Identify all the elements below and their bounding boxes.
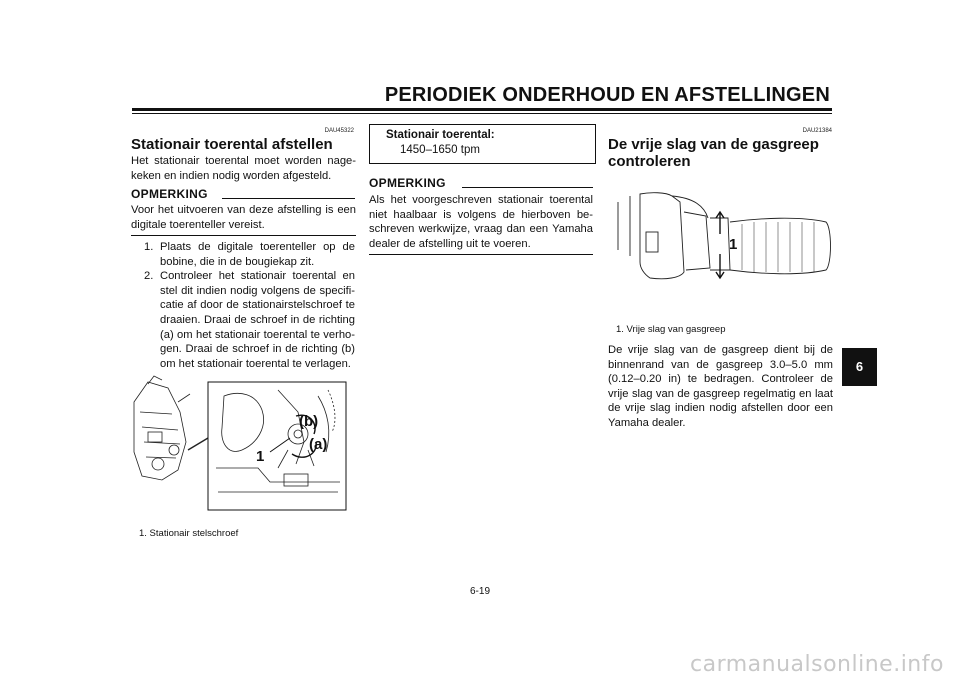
figure-caption: 1. Stationair stelschroef [139, 528, 239, 539]
figure-caption: 1. Vrije slag van gasgreep [616, 324, 726, 335]
note-label: OPMERKING [131, 187, 208, 201]
spec-label: Stationair toerental: [386, 129, 495, 141]
step-item [144, 269, 355, 371]
note-text: Als het voorgeschreven stationair toerental niet haalbaar is volgens de hierboven be-schreven werkwijze, vraag dan een Yamaha dealer de afstelling uit te voeren. [369, 194, 593, 250]
throttle-grip-illustration [610, 182, 836, 300]
chapter-tab[interactable]: 6 [842, 348, 877, 386]
section-code: DAU21384 [802, 128, 832, 134]
step-number: 2. [144, 270, 154, 283]
steps-list [144, 240, 355, 371]
header-rule-thin [132, 113, 832, 114]
section-heading: Stationair toerental afstellen [131, 136, 333, 153]
spec-box [369, 124, 596, 164]
figure-callout-1: 1 [729, 236, 738, 253]
step-number: 1. [144, 241, 154, 253]
page-number: 6-19 [469, 586, 490, 597]
figure-label-b: (b) [299, 413, 319, 430]
intro-text: Het stationair toerental moet worden nage-keken en indien nodig worden afgesteld. [131, 155, 356, 182]
header-rule [132, 108, 832, 111]
note-end-rule [369, 254, 593, 255]
step-text: Plaats de digitale toerenteller op de bobine, die in de bougiekap zit. [160, 241, 355, 268]
page-header-title: PERIODIEK ONDERHOUD EN AFSTELLINGEN [384, 84, 830, 106]
note-end-rule [131, 235, 356, 236]
figure-label-a: (a) [309, 436, 328, 453]
step-item [144, 240, 355, 269]
note-rule [222, 198, 355, 199]
section-code: DAU45322 [324, 128, 354, 134]
spec-value: 1450–1650 tpm [400, 144, 480, 156]
note-rule [462, 187, 593, 188]
figure-callout-1: 1 [256, 448, 265, 465]
body-text: De vrije slag van de gasgreep dient bij de binnenrand van de gasgreep 3.0–5.0 mm (0.12–0.20 in) te bedragen. Controleer de vrije slag van de gasgreep regelmatig en laat de vrije slag indien nodig afstellen door een Yamaha dealer. [608, 344, 833, 429]
step-text: Controleer het stationair toerental en stel dit indien nodig volgens de specifi-catie af door de stationairstelschroef te draaien. Draai de schroef in de richting (a) om het stationair toerental te verho-gen. Draai de schroef in de richting (b) om het stationair toerental te verlagen. [160, 270, 355, 370]
note-label: OPMERKING [369, 176, 446, 190]
note-text: Voor het uitvoeren van deze afstelling is een digitale toerenteller vereist. [131, 204, 356, 231]
section-heading-line2: controleren [608, 153, 691, 170]
watermark: carmanualsonline.info [690, 652, 944, 677]
handlebar-sketch [618, 193, 831, 279]
engine-overview-sketch [134, 376, 208, 480]
section-heading-line1: De vrije slag van de gasgreep [608, 136, 819, 153]
